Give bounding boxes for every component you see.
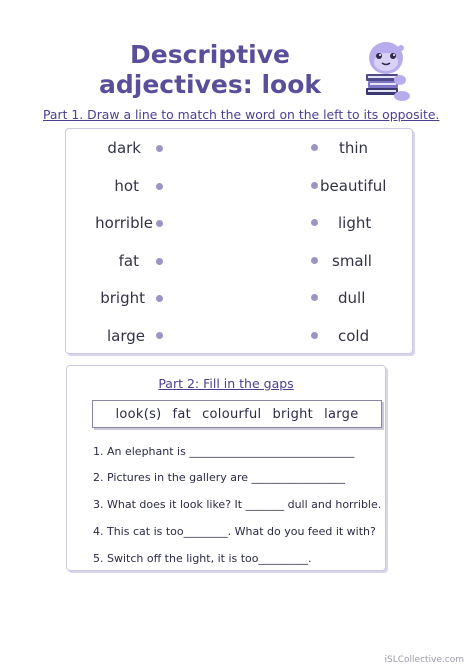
match-dot[interactable] (156, 183, 163, 190)
right-word: dull (338, 289, 366, 307)
word-bank-item: look(s) (115, 406, 162, 422)
left-word: bright (100, 289, 145, 307)
word-bank-item: large (324, 406, 359, 422)
fill-gaps-box (66, 365, 386, 571)
question-1: 1. An elephant is ______________________________ (93, 445, 355, 458)
word-bank (92, 400, 382, 428)
part1-heading: Part 1. Draw a line to match the word on the left to its opposite. (43, 107, 440, 122)
match-dot[interactable] (311, 144, 318, 151)
match-dot[interactable] (156, 332, 163, 339)
question-5: 5. Switch off the light, it is too_________. (93, 552, 312, 565)
worksheet-title (60, 40, 360, 100)
question-3: 3. What does it look like? It _______ dull and horrible. (93, 498, 382, 511)
right-word: small (332, 252, 372, 270)
word-bank-item: bright (272, 406, 314, 422)
title-line-2: adjectives: look (98, 70, 321, 99)
match-dot[interactable] (311, 332, 318, 339)
right-word: cold (338, 327, 370, 345)
matching-box (65, 128, 413, 354)
title-line-1: Descriptive (130, 40, 290, 69)
left-word: hot (114, 177, 139, 195)
turtle-with-books-icon (356, 36, 416, 104)
left-word: fat (118, 252, 139, 270)
match-dot[interactable] (156, 145, 163, 152)
left-word: dark (107, 139, 141, 157)
footer-credit: iSLCollective.com (384, 655, 464, 665)
match-dot[interactable] (311, 294, 318, 301)
match-dot[interactable] (311, 219, 318, 226)
right-word: thin (339, 139, 369, 157)
match-dot[interactable] (156, 295, 163, 302)
right-word: light (338, 214, 372, 232)
part2-heading: Part 2: Fill in the gaps (158, 376, 294, 391)
left-word: horrible (95, 214, 153, 232)
question-2: 2. Pictures in the gallery are _________________ (93, 471, 346, 484)
word-bank-item: fat (172, 406, 192, 422)
question-4: 4. This cat is too________. What do you feed it with? (93, 525, 376, 538)
left-word: large (106, 327, 145, 345)
right-word: beautiful (320, 177, 387, 195)
match-dot[interactable] (311, 182, 318, 189)
word-bank-item: colourful (202, 406, 262, 422)
match-dot[interactable] (156, 220, 163, 227)
match-dot[interactable] (156, 258, 163, 265)
match-dot[interactable] (311, 257, 318, 264)
